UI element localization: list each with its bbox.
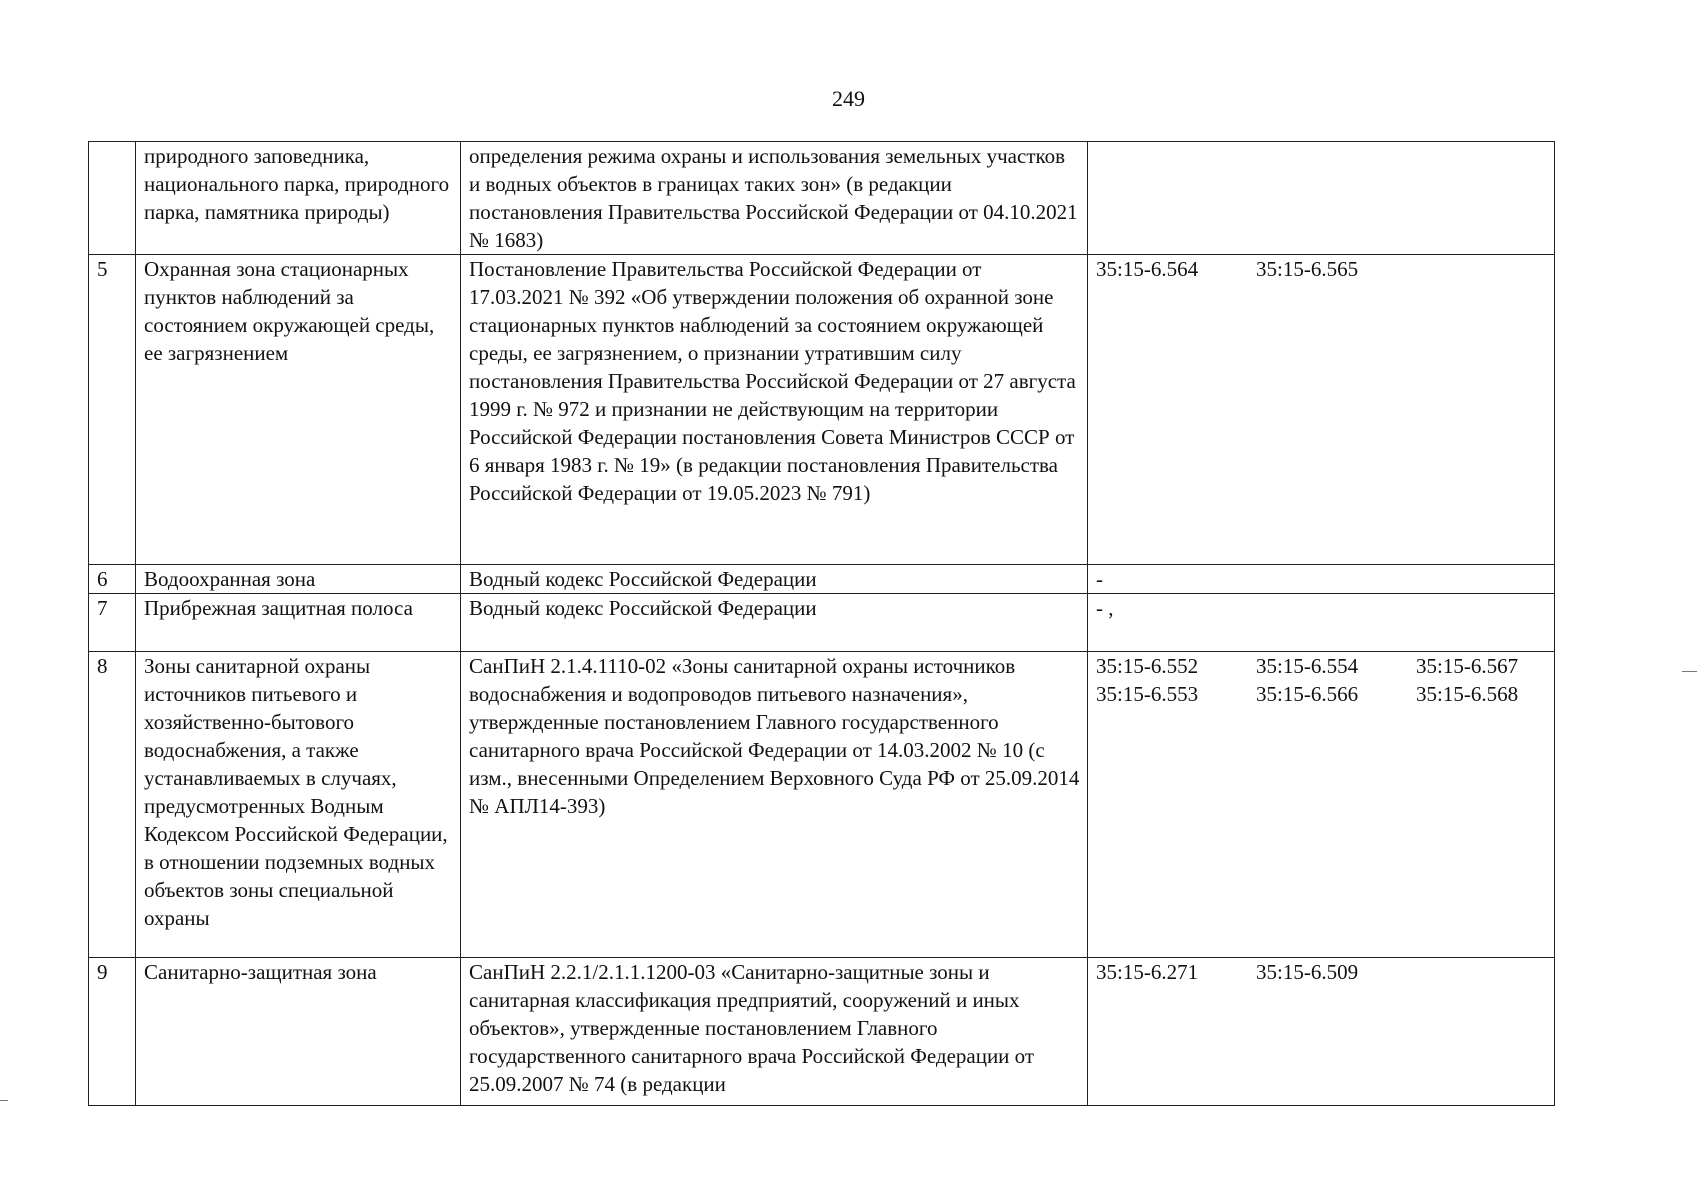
row-number: 5 [89,255,136,565]
zone-code: - [1096,567,1103,591]
table-row [89,142,1555,255]
zones-table [88,141,1555,1106]
legal-document: СанПиН 2.2.1/2.1.1.1200-03 «Санитарно-защитные зоны и санитарная классификация предприятий, сооружений и иных объектов», утвержденные постановлением Главного государственного санитарного врача Российской Федерации от 25.09.2007 № 74 (в редакции [461,958,1088,1106]
zone-codes [1088,594,1555,652]
legal-document: СанПиН 2.1.4.1110-02 «Зоны санитарной охраны источников водоснабжения и водопроводов питьевого назначения», утвержденные постановлением Главного государственного санитарного врача Российской Федерации от 14.03.2002 № 10 (с изм., внесенными Определением Верховного Суда РФ от 25.09.2014 № АПЛ14-393) [461,652,1088,958]
zone-name: Прибрежная защитная полоса [136,594,461,652]
zone-code: 35:15-6.554 [1256,654,1359,678]
page-number: 249 [832,86,865,111]
table-row [89,652,1555,958]
zone-name: Водоохранная зона [136,565,461,594]
zone-code: 35:15-6.509 [1256,960,1359,984]
zone-name: Охранная зона стационарных пунктов наблюдений за состоянием окружающей среды, ее загрязнением [136,255,461,565]
legal-document: Водный кодекс Российской Федерации [461,565,1088,594]
zone-codes [1088,255,1555,565]
zone-code: 35:15-6.552 [1096,654,1199,678]
zone-name: Зоны санитарной охраны источников питьевого и хозяйственно-бытового водоснабжения, а также устанавливаемых в случаях, предусмотренных Водным Кодексом Российской Федерации, в отношении подземных водных объектов зоны специальной охраны [136,652,461,958]
row-number: 9 [89,958,136,1106]
zone-code: - , [1096,596,1114,620]
zone-codes [1088,652,1555,958]
table-row [89,255,1555,565]
zone-code: 35:15-6.566 [1256,682,1359,706]
zone-name: природного заповедника, национального парка, природного парка, памятника природы) [136,142,461,255]
legal-document: определения режима охраны и использования земельных участков и водных объектов в границах таких зон» (в редакции постановления Правительства Российской Федерации от 04.10.2021 № 1683) [461,142,1088,255]
zone-code: 35:15-6.568 [1416,682,1519,706]
legal-document: Водный кодекс Российской Федерации [461,594,1088,652]
row-number: 6 [89,565,136,594]
margin-mark [1682,671,1697,672]
zone-code: 35:15-6.271 [1096,960,1199,984]
zone-code: 35:15-6.567 [1416,654,1519,678]
table-row [89,958,1555,1106]
zone-code: 35:15-6.553 [1096,682,1199,706]
table-row [89,565,1555,594]
zone-code: 35:15-6.564 [1096,257,1199,281]
legal-document: Постановление Правительства Российской Федерации от 17.03.2021 № 392 «Об утверждении положения об охранной зоне стационарных пунктов наблюдений за состоянием окружающей среды, ее загрязнением, о признании утратившим силу постановления Правительства Российской Федерации от 27 августа 1999 г. № 972 и признании не действующим на территории Российской Федерации постановления Совета Министров СССР от 6 января 1983 г. № 19» (в редакции постановления Правительства Российской Федерации от 19.05.2023 № 791) [461,255,1088,565]
margin-mark [0,1100,8,1101]
table-row [89,594,1555,652]
zone-code: 35:15-6.565 [1256,257,1359,281]
zone-codes [1088,958,1555,1106]
row-number [89,142,136,255]
row-number: 7 [89,594,136,652]
row-number: 8 [89,652,136,958]
zone-codes [1088,565,1555,594]
zone-codes [1088,142,1555,255]
zone-name: Санитарно-защитная зона [136,958,461,1106]
